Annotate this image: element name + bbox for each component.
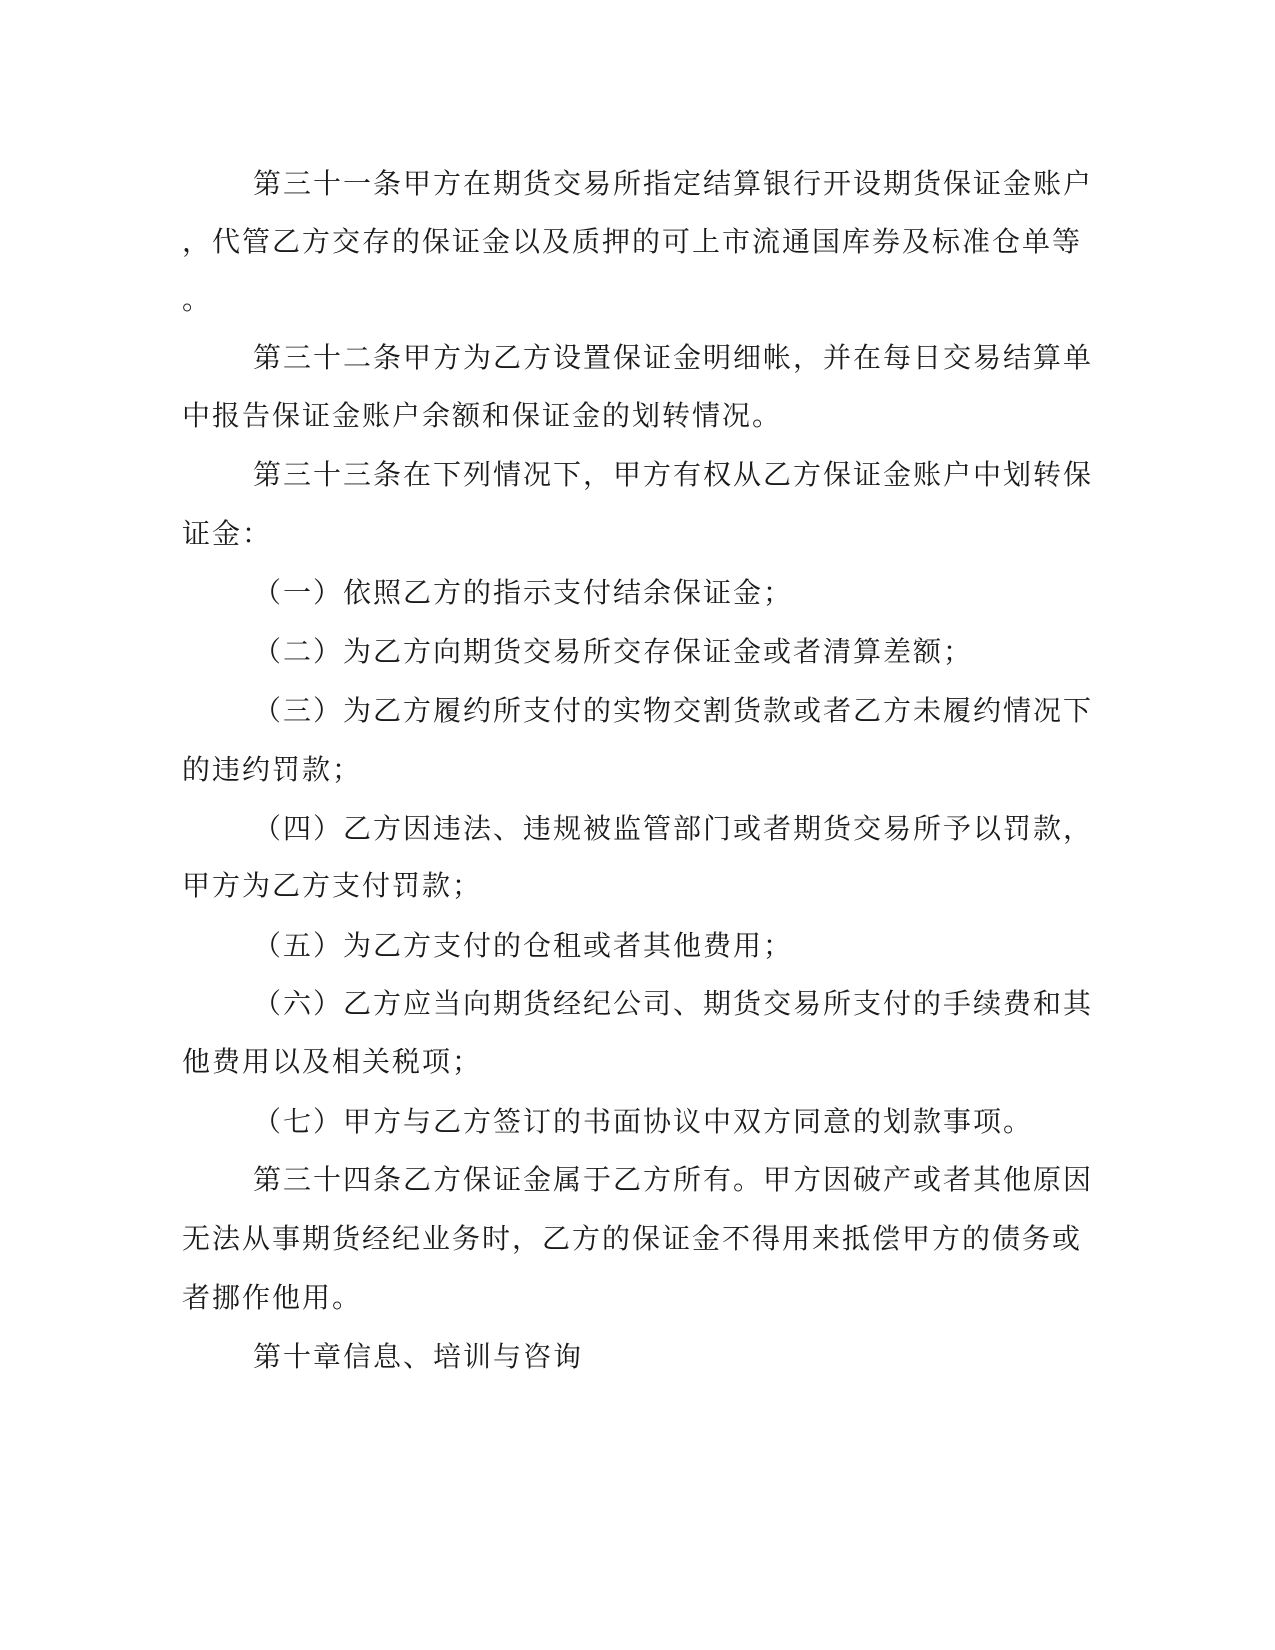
clause-1: （一）依照乙方的指示支付结余保证金； bbox=[253, 576, 794, 609]
article-32-line-2: 中报告保证金账户余额和保证金的划转情况。 bbox=[182, 399, 783, 432]
clause-6-line-2: 他费用以及相关税项； bbox=[182, 1045, 483, 1078]
clause-4-line-1: （四）乙方因违法、违规被监管部门或者期货交易所予以罚款， bbox=[253, 812, 1094, 845]
article-34-line-2: 无法从事期货经纪业务时，乙方的保证金不得用来抵偿甲方的债务或 bbox=[182, 1222, 1083, 1255]
clause-3-line-2: 的违约罚款； bbox=[182, 753, 363, 786]
clause-4-line-2: 甲方为乙方支付罚款； bbox=[182, 869, 483, 902]
clause-3-line-1: （三）为乙方履约所支付的实物交割货款或者乙方未履约情况下 bbox=[253, 694, 1094, 727]
article-31-line-2: ，代管乙方交存的保证金以及质押的可上市流通国库券及标准仓单等 bbox=[182, 225, 1083, 258]
article-33-line-1: 第三十三条在下列情况下，甲方有权从乙方保证金账户中划转保 bbox=[253, 458, 1094, 491]
article-32-line-1: 第三十二条甲方为乙方设置保证金明细帐，并在每日交易结算单 bbox=[253, 341, 1094, 374]
chapter-10-heading: 第十章信息、培训与咨询 bbox=[253, 1340, 584, 1373]
article-31-line-1: 第三十一条甲方在期货交易所指定结算银行开设期货保证金账户 bbox=[253, 167, 1094, 200]
article-33-line-2: 证金： bbox=[182, 517, 273, 550]
clause-7: （七）甲方与乙方签订的书面协议中双方同意的划款事项。 bbox=[253, 1105, 1034, 1138]
clause-6-line-1: （六）乙方应当向期货经纪公司、期货交易所支付的手续费和其 bbox=[253, 987, 1094, 1020]
article-34-line-1: 第三十四条乙方保证金属于乙方所有。甲方因破产或者其他原因 bbox=[253, 1163, 1094, 1196]
clause-5: （五）为乙方支付的仓租或者其他费用； bbox=[253, 929, 794, 962]
clause-2: （二）为乙方向期货交易所交存保证金或者清算差额； bbox=[253, 635, 974, 668]
article-31-line-3: 。 bbox=[182, 283, 213, 316]
article-34-line-3: 者挪作他用。 bbox=[182, 1281, 363, 1314]
